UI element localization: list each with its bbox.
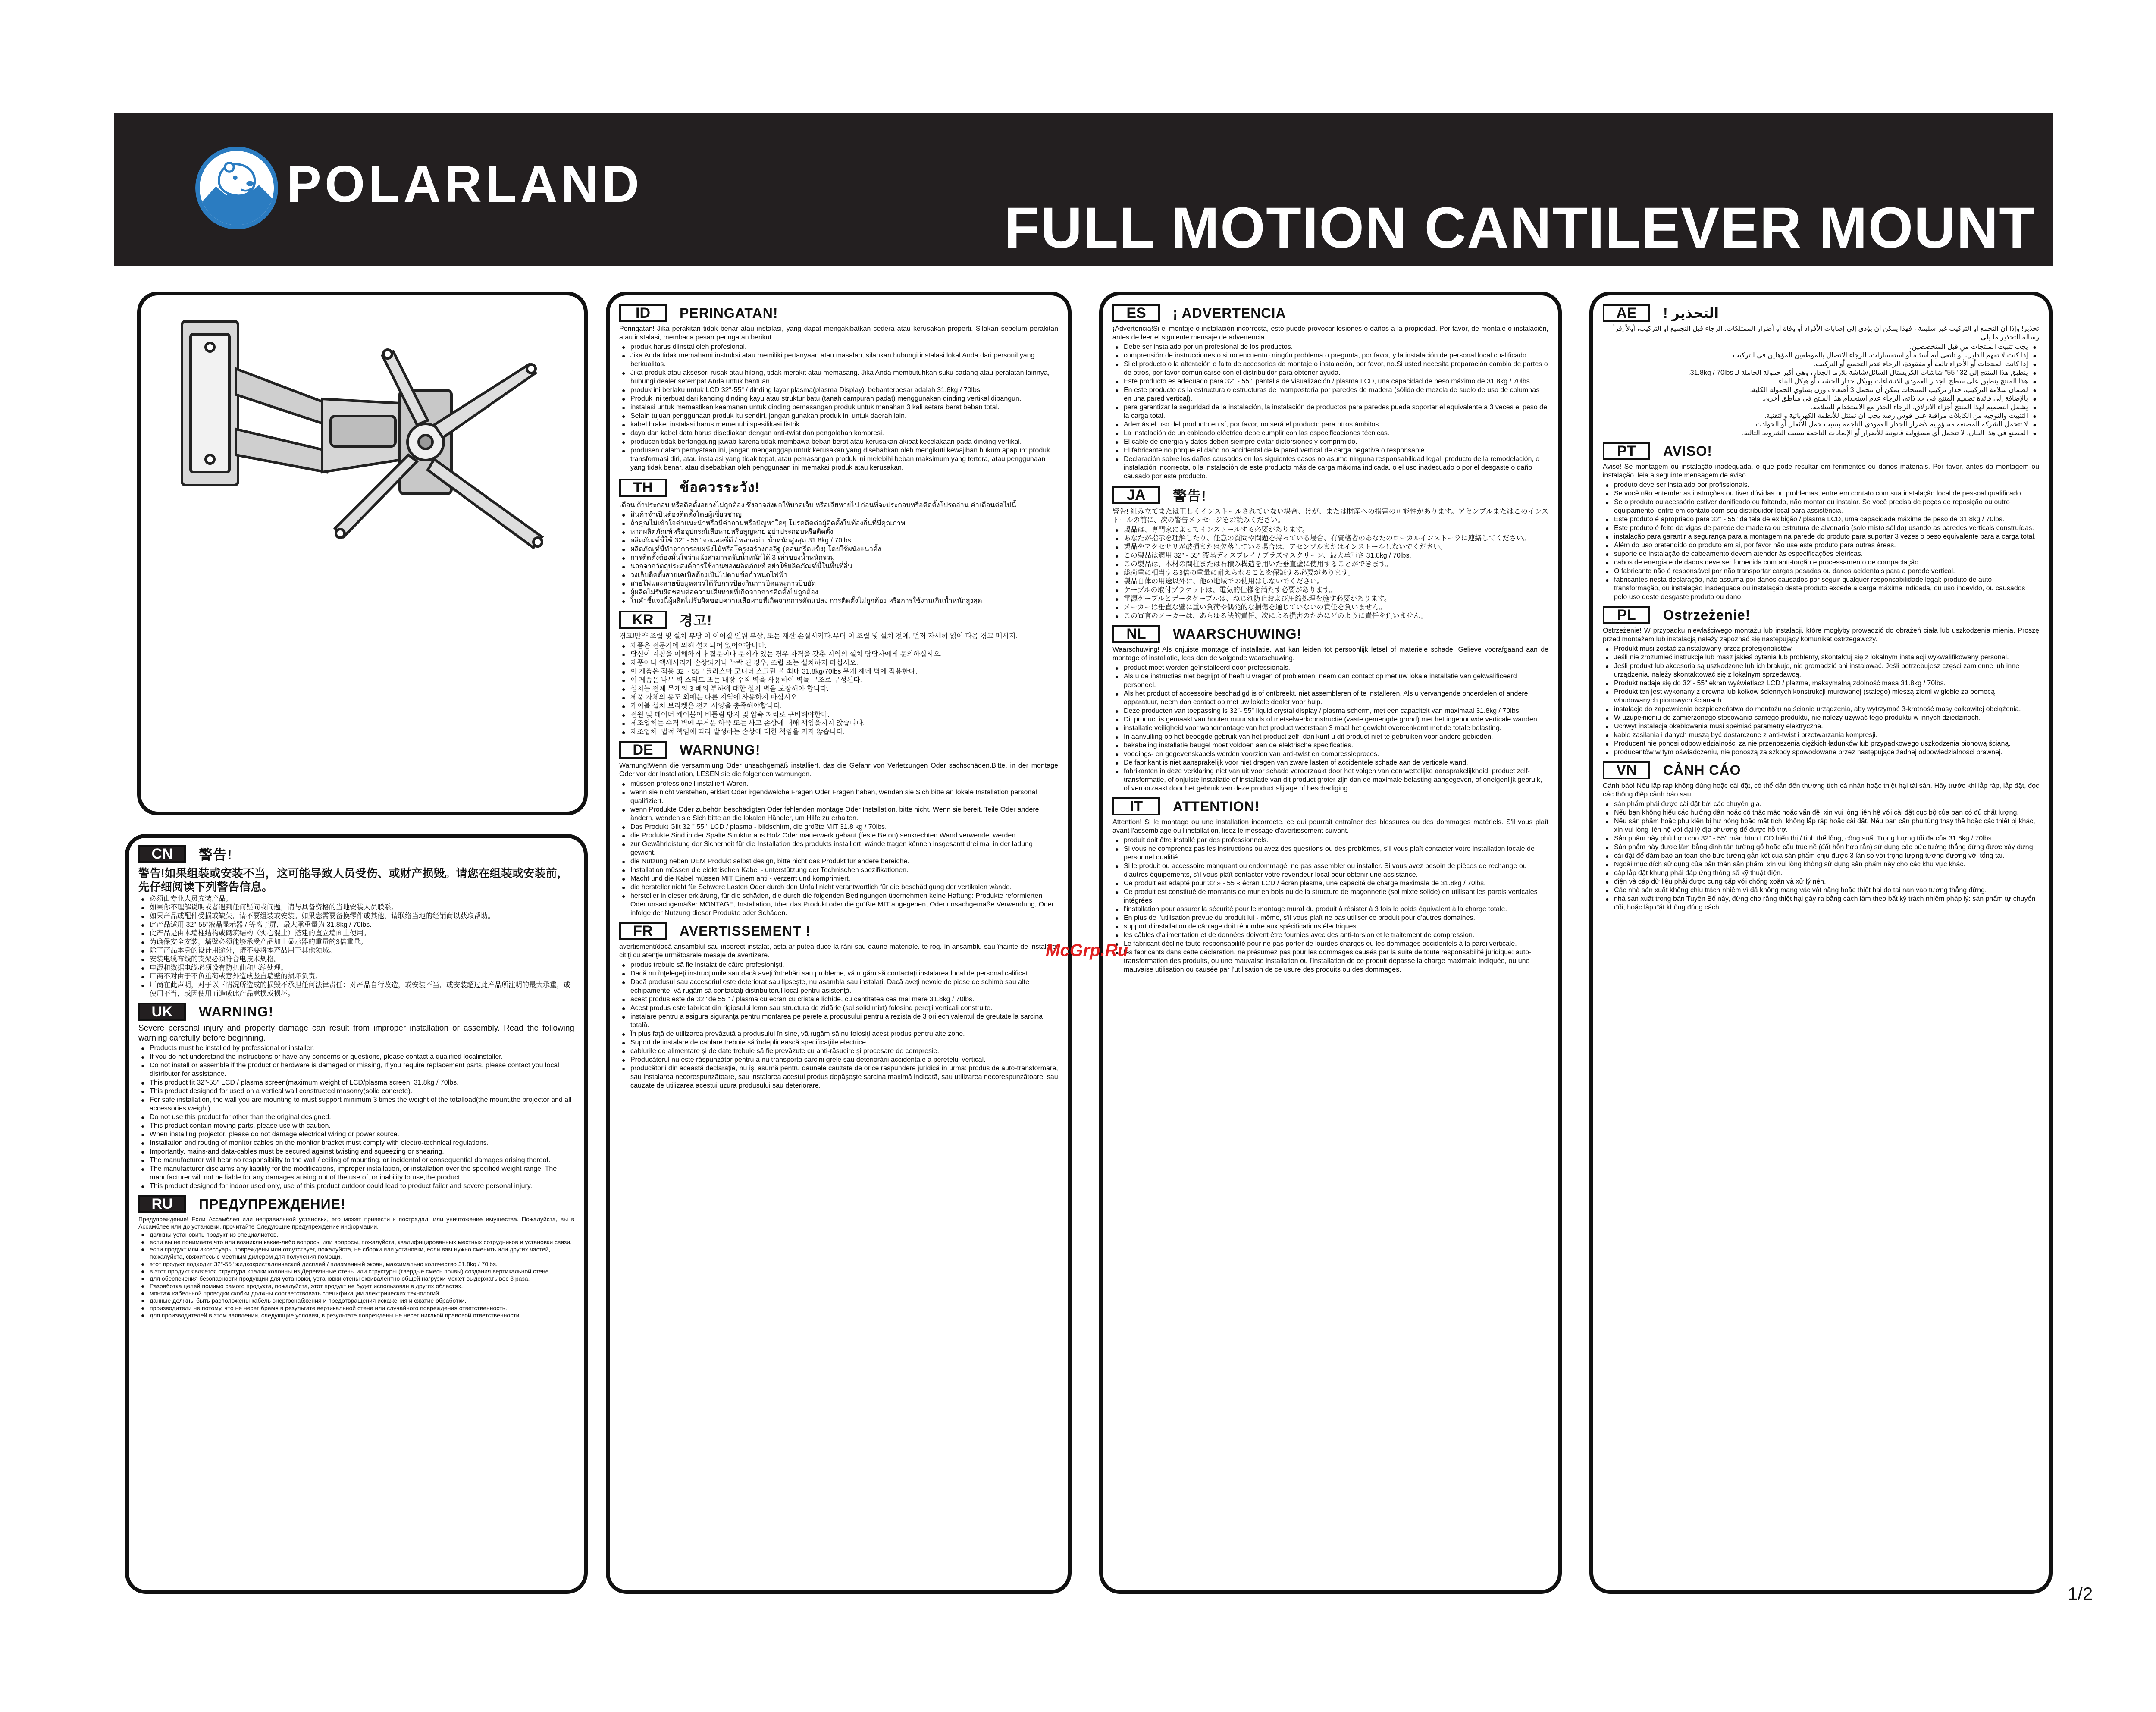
list-item: ● Nếu sản phẩm hoặc phụ kiện bị hư hỏng hoặc mất tích, không lắp ráp hoặc cài đặt. Nếu bạn cần phụ tùng thay thế hoặc các thiết bị khác, xin vui lòng liên hệ với đại lý địa phương để được hỗ trợ.	[1603, 817, 2039, 834]
list-item: ● Macht und die Kabel müssen MIT Einem anti - verzerrt und komprimiert.	[619, 875, 1058, 883]
list-item: ● produk harus diinstal oleh profesional.	[619, 343, 1058, 351]
lang-code-ae: AE	[1603, 304, 1650, 322]
section-cn	[138, 844, 574, 998]
list-item: ● produs trebuie să fie instalat de către profesionişti.	[619, 961, 1058, 969]
list-item: ● kabel braket instalasi harus memenuhi spesifikasi listrik.	[619, 420, 1058, 429]
section-heading: 警告!	[199, 847, 232, 862]
section-heading: CẢNH CÁO	[1663, 762, 1741, 778]
list-item: ● Các nhà sản xuất không chịu trách nhiệm vì đã không mang vác vật nặng hoặc thiệt hại do tai nạn vào tường thẳng đứng.	[1603, 886, 2039, 895]
list-item: ● Produkt musi zostać zainstalowany przez profesjonalistów.	[1603, 645, 2039, 653]
section-heading: Ostrzeżenie!	[1663, 607, 1751, 623]
list-item: ● Si el producto o la alteración o falta de accesorios de montaje o instalación, por favor, no.Si usted necesita preparación cambia de partes o de otros, por favor comunicarse con el distribuidor para obtener ayuda.	[1112, 360, 1548, 377]
list-item: ● Nếu bạn không hiểu các hướng dẫn hoặc có thắc mắc hoặc vấn đề, xin vui lòng liên hệ với cài đặt cục bộ của bạn có đủ chất lượng.	[1603, 809, 2039, 817]
warning-list	[1112, 664, 1548, 793]
list-item: ● การติดตั้งต้องมั่นใจว่าผนังสามารถรับน้ำหนักได้ 3 เท่าของน้ำหนักรวม	[619, 554, 1058, 562]
warning-list	[619, 780, 1058, 918]
list-item: ● あなたが指示を理解したり、任意の質問や問題を持っている場合、有資格者のあなたのローカルインストーラに連絡してください。	[1112, 534, 1548, 543]
section-intro: เตือน ถ้าประกอบ หรือติดตั้งอย่างไม่ถูกต้อง ซึ่งอาจส่งผลให้บาดเจ็บ หรือเสียหายไป ก่อนที่จะประกอบหรือติดตั้งโปรดอ่าน คำเตือนต่อไปนี้	[619, 502, 1016, 509]
list-item: ● 이 제품은 적용 32 ~ 55 " 플라스마 모니터 스크린 을 최대 31.8kg/70lbs 무게 제네 벽에 적용한다.	[619, 668, 1058, 676]
section-de	[619, 741, 1058, 918]
lang-code-cn: CN	[138, 845, 186, 863]
list-item: ● instalacja do zapewnienia bezpieczeństwa do montażu na ścianie urządzenia, aby wytrzymać 3-krotność masy całkowitej obciążenia.	[1603, 705, 2039, 714]
list-item: ● This product designed for used on a vertical wall constructed masonry(solid concrete).	[138, 1087, 574, 1096]
warning-list	[1603, 481, 2039, 602]
list-item: ● produsen dalam pernyataan ini, jangan menganggap untuk kerusakan yang disebabkan oleh mengikuti kewajiban hukum apapun: produk transformasi diri, atau instalasi yang tidak tepat, atau pemasangan produk ini melebihi beban maksimum yang tertera, atau penggunaan yang tidak benar, atau disebabkan oleh penggunaan ini memakai produk atau kerusakan.	[619, 446, 1058, 472]
mount-illustration	[141, 295, 584, 812]
list-item: ● 製品は、専門家によってインストールする必要があります。	[1112, 526, 1548, 534]
list-item: ● daya dan kabel data harus disediakan dengan anti-twist dan pengolahan kompresi.	[619, 429, 1058, 438]
list-item: ● данные должны быть расположены кабель энергоснабжения и предотвращения искажения и сжатие обработки.	[138, 1297, 574, 1304]
list-item: ● Este producto es adecuado para 32" - 55 " pantalla de visualización / plasma LCD, una capacidad de peso máximo de 31.8kg / 70lbs.	[1112, 377, 1548, 386]
list-item: ● producentów w tym oświadczeniu, nie ponoszą za szkody spowodowane przez następujące żadnej odpowiedzialności prawnej.	[1603, 748, 2039, 757]
lang-code-kr: KR	[619, 611, 667, 629]
section-ja	[1112, 485, 1548, 621]
header-banner	[114, 113, 2053, 266]
list-item: ● When installing projector, please do not damage electrical wiring or power source.	[138, 1130, 574, 1139]
section-intro: 警告!如果组装或安装不当，这可能导致人员受伤、或财产损毁。请您在组装或安装前，先仔细阅读下列警告信息。	[138, 867, 568, 894]
list-item: ● die Nutzung neben DEM Produkt selbst design, bitte nicht das Produkt für andere bereiche.	[619, 857, 1058, 866]
list-item: ● hersteller in dieser erklärung, für die schäden, die durch die folgenden Bedingungen übernehmen keine Haftung: Produkte reformierten Oder unsachgemäßer MONTAGE, Installation, über das Produkt oder die größte MIT angegeben, Oder unsachgemäße Verwendung, Oder infolge der Nutzung dieser Produkte oder Schäden.	[619, 892, 1058, 918]
list-item: ● в этот продукт является структура кладки колонны из Деревянные стены или структуры (твердые смесь почвы) создания вертикальной стене.	[138, 1268, 574, 1275]
panel-cn-uk-ru	[125, 834, 588, 1594]
panel-es-ja-nl-it	[1099, 292, 1562, 1594]
list-item: ● This product fit 32"-55" LCD / plasma screen(maximum weight of LCD/plasma screen: 31.8kg / 70lbs.	[138, 1079, 574, 1087]
section-nl	[1112, 625, 1548, 793]
list-item: ● يشمل التصميم لهذا المنتج أجزاء الانزلاق، الرجاء الحذر مع الاستخدام للسلامة.	[1603, 403, 2039, 412]
list-item: ● comprensión de instrucciones o si no encuentro ningún problema o pregunta, por favor, y la instalación de personal local cualificado.	[1112, 351, 1548, 360]
list-item: ● التثبيت والتوجيه من الكابلات مراقبة على قوس رصد يجب أن تمتثل للأنظمة الكهربائية والتقنية.	[1603, 412, 2039, 420]
section-vn	[1603, 761, 2039, 912]
list-item: ● Declaración sobre los daños causados en los siguientes casos no asume ninguna responsabilidad legal: producto de la remodelación, o instalación incorrecta, o la instalación de este producto más de carga máxima indicada, o el uso inadecuado o por el desgaste o daño causado por este producto.	[1112, 455, 1548, 481]
list-item: ● De fabrikant is niet aansprakelijk voor niet dragen van zware lasten of accidentele schade aan de verticale wand.	[1112, 759, 1548, 767]
list-item: ● El fabricante no porque el daño no accidental de la pared vertical de carga negativa o responsable.	[1112, 446, 1548, 455]
list-item: ● installatie veiligheid voor wandmontage van het product weerstaan 3 maal het gewicht overeenkomt met de totale belasting.	[1112, 724, 1548, 733]
section-heading: WARNUNG!	[680, 742, 761, 758]
section-intro: Предупреждение! Если Ассамблея или неправильной установки, это может привести к пострадал, или уничтожение имущества. Пожалуйста, вы в Ассамблее или до установки, прочитайте Следующие предупреждение информации.	[138, 1216, 574, 1230]
list-item: ● если продукт или аксессуары повреждены или отсутствует, пожалуйста, не сборки или установки, если вам нужно сменить или других частей, пожалуйста, свяжитесь с местным дилером для получения помощи.	[138, 1246, 574, 1260]
list-item: ● Além do uso pretendido do produto em si, por favor não use este produto para outras áreas.	[1603, 541, 2039, 550]
list-item: ● إذا كنت لا تفهم الدليل، أو تلتقي أية أسئلة أو استفسارات، الرجاء الاتصال بالموظفين المؤهلين في التركيب.	[1603, 351, 2039, 360]
list-item: ● El cable de energía y datos deben siempre evitar distorsiones y comprimido.	[1112, 438, 1548, 446]
list-item: ● Producătorul nu este răspunzător pentru a nu transporta sarcini grele sau deteriorării accidentale a peretelui vertical.	[619, 1056, 1058, 1064]
list-item: ● 厂商在此声明，对于以下情况所造成的损毁不承担任何法律责任：对产品自行改造，或安装不当，或安装超过此产品所注明的最大承重，或使用不当，或因使用而造成此产品意损或损坏。	[138, 981, 574, 998]
warning-list	[1112, 526, 1548, 621]
list-item: ● Si le produit ou accessoire manquant ou endommagé, ne pas assembler ou installer. Si vous avez besoin de pièces de rechange ou d'autres équipements, s'il vous plaît contacter votre revendeur local pour obtenir une assistance.	[1112, 862, 1548, 879]
warning-list	[138, 1044, 574, 1191]
list-item: ● kable zasilania i danych muszą być dostarczone z anti-twist i przetwarzania kompresji.	[1603, 731, 2039, 740]
list-item: ● Sản phẩm này được làm bằng đinh tán tường gỗ hoặc cấu trúc nề (đất hỗn hợp rắn) sử dụng các bức tường thẳng đứng được xây dựng.	[1603, 843, 2039, 852]
list-item: ● W uzupełnieniu do zamierzonego stosowania samego produktu, nie należy używać tego produktu w innych dziedzinach.	[1603, 714, 2039, 722]
brand-name: POLARLAND	[287, 155, 643, 213]
list-item: ● Products must be installed by professional or installer.	[138, 1044, 574, 1053]
list-item: ● cài đặt để đảm bảo an toàn cho bức tường gắn kết của sản phẩm chịu được 3 lần so với trọng lượng tương đương với tổng tải.	[1603, 852, 2039, 860]
list-item: ● المصنع في هذا البيان، لا تتحمل أي مسؤولية قانونية للأضرار أو الإصابات الناجمة بسبب الشروط التالية.	[1603, 429, 2039, 438]
list-item: ● Das Produkt Gilt 32 " 55 " LCD / plasma - bildschirm, die größte MIT 31.8 kg / 70lbs.	[619, 823, 1058, 831]
list-item: ● монтаж кабельной проводки скобки должны соответствовать спецификации электрических технологий.	[138, 1290, 574, 1297]
polar-bear-head-icon	[195, 147, 278, 229]
list-item: ● l'installation pour assurer la sécurité pour le montage mural du produit à résister à 3 fois le poids équivalent à la charge totale.	[1112, 905, 1548, 914]
list-item: ● instalasi untuk memastikan keamanan untuk dinding pemasangan produk untuk menahan 3 kali setara berat beban total.	[619, 403, 1058, 412]
section-intro: Ostrzeżenie! W przypadku niewłaściwego montażu lub instalacji, które mogłyby prowadzić do obrażeń ciała lub uszkodzenia mienia. Proszę przed montażem lub instalacją należy zapoznać się następujący komunikat ostrzegawczy.	[1603, 627, 2039, 643]
list-item: ● ผลิตภัณฑ์นี้ใช้ 32" - 55" จอแอลซีดี / พลาสม่า, น้ำหนักสูงสุด 31.8kg / 70lbs.	[619, 536, 1058, 545]
list-item: ● Dacă nu înţelegeţi instrucţiunile sau dacă aveţi întrebări sau probleme, vă rugăm să contactaţi instalarea local de personal calificat.	[619, 969, 1058, 978]
list-item: ● 此产品适用 32"-55"液晶显示器 / 等离子屏，最大承重量为 31.8kg / 70lbs.	[138, 921, 574, 929]
lang-code-it: IT	[1112, 797, 1160, 815]
list-item: ● suporte de instalação de cabeamento devem atender às especificações elétricas.	[1603, 550, 2039, 558]
list-item: ● For safe installation, the wall you are mounting to must support minimum 3 times the weight of the totalload(the mount,the projector and all accessories weight).	[138, 1096, 574, 1113]
list-item: ● voedings- en gegevenskabels worden voorzien van anti-twist en compressieproces.	[1112, 750, 1548, 759]
section-ru	[138, 1195, 574, 1319]
section-intro: Aviso! Se montagem ou instalação inadequada, o que pode resultar em ferimentos ou danos materiais. Por favor, antes da montagem ou instalação, leia a seguinte mensagem de aviso.	[1603, 463, 2039, 479]
warning-list	[1603, 343, 2039, 438]
section-heading: ПРЕДУПРЕЖДЕНИЕ!	[199, 1196, 346, 1212]
section-es	[1112, 304, 1548, 481]
lang-code-nl: NL	[1112, 625, 1160, 643]
list-item: ● この宣言のメーカーは、あらゆる法的責任、次による損害のためにどのように責任を負いません。	[1112, 612, 1548, 621]
list-item: ● die hersteller nicht für Schwere Lasten Oder durch den Unfall nicht verantwortlich für die beschädigung der vertikalen wände.	[619, 883, 1058, 892]
section-intro: ¡Advertencia!Si el montaje o instalación incorrecta, esto puede provocar lesiones o daños a la propiedad. Por favor, de montaje o instalación, antes de leer el siguiente mensaje de advertencia.	[1112, 325, 1548, 341]
list-item: ● La instalación de un cableado eléctrico debe cumplir con las especificaciones técnicas.	[1112, 429, 1548, 438]
list-item: ● produk ini berlaku untuk LCD 32"-55" / dinding layar plasma(plasma Display), bebanterbesar adalah 31.8kg / 70lbs.	[619, 386, 1058, 395]
warning-list	[1112, 343, 1548, 481]
list-item: ● 为确保安全安装，墙壁必须能够承受产品加上显示器的重量的3倍重量。	[138, 938, 574, 947]
list-item: ● fabrikanten in deze verklaring niet van uit voor schade veroorzaakt door het volgen van een wettelijke aansprakelijkheid: product zelf-transformatie, of onjuiste installatie of installatie van dit product groter zijn dan de maximale belasting aangegeven, of oneigenlijk gebruik, of veroorzaakt door het gebruik van deze product slijtage of beschadiging.	[1112, 767, 1548, 793]
list-item: ● 전원 및 데이터 케이블이 비틀림 방지 및 압축 처리로 구비해야한다.	[619, 711, 1058, 719]
list-item: ● O fabricante não é responsável por não transportar cargas pesadas ou danos acidentais para a parede vertical.	[1603, 567, 2039, 576]
list-item: ● ในคำชี้แจงนี้ผู้ผลิตไม่รับผิดชอบความเสียหายที่เกิดจากการดัดแปลง การติดตั้งไม่ถูกต้อง หรือการใช้งานเกินน้ำหนักสูงสุด	[619, 597, 1058, 605]
section-heading: AVERTISSEMENT !	[680, 923, 811, 939]
list-item: ● wenn Produkte Oder zubehör, beschädigten Oder fehlenden montage Oder Installation, bitte nicht. Wenn sie bereit, Teile Oder andere ändern, wenden sie Sich bitte an die lokalen Händler, um Hilfe zu erhalten.	[619, 806, 1058, 823]
list-item: ● لا تتحمل الشركة المصنعة مسؤولية لأضرار الجدار العمودي الناجمة بسبب حمل الأثقال أو الحوادث.	[1603, 420, 2039, 429]
section-intro: Peringatan! Jika perakitan tidak benar atau instalasi, yang dapat mengakibatkan cedera atau kerusakan properti. Silakan sebelum perakitan atau instalasi, membaca pesan peringatan berikut.	[619, 325, 1058, 341]
list-item: ● les câbles d'alimentation et de données doivent être fournies avec des anti-torsion et le traitement de compression.	[1112, 931, 1548, 940]
list-item: ● If you do not understand the instructions or have any concerns or questions, please contact a qualified localinstaller.	[138, 1053, 574, 1061]
list-item: ● Este produto é feito de vigas de parede de madeira ou estrutura de alvenaria (solo misto sólido) usando as paredes verticais construídas.	[1603, 524, 2039, 533]
section-it	[1112, 797, 1548, 974]
list-item: ● Dacă produsul sau accesoriul este deteriorat sau lipseşte, nu asambla sau instalaţi. Dacă aveţi nevoie de piese de schimb sau alte echipamente, vă rugăm să contactaţi distribuitorul local pentru asistenţă.	[619, 978, 1058, 995]
warning-list	[619, 511, 1058, 605]
list-item: ● 설치는 전체 무게의 3 배의 부하에 대한 설치 벽을 보장해야 합니다.	[619, 685, 1058, 693]
list-item: ● ケーブルの取付ブラケットは、電気的仕様を満たす必要があります。	[1112, 586, 1548, 595]
list-item: ● هذا المنتج ينطبق على سطح الجدار العمودي للانشاءات بهيكل جدار الخشب أو هيكل البناء.	[1603, 377, 2039, 386]
list-item: ● Deze producten van toepassing is 32"- 55" liquid crystal display / plasma scherm, met een capaciteit van maximaal 31.8kg / 70lbs.	[1112, 707, 1548, 715]
section-heading: WARNING!	[199, 1003, 274, 1019]
list-item: ● Installation and routing of monitor cables on the monitor bracket must comply with electro-technical regulations.	[138, 1139, 574, 1148]
section-pt	[1603, 442, 2039, 602]
list-item: ● Dit product is gemaakt van houten muur studs of metselwerkconstructie (vaste gemengde grond) met het ingebouwde verticale wanden.	[1112, 715, 1548, 724]
panel-ae-pt-pl-vn	[1589, 292, 2053, 1594]
list-item: ● วงเล็บติดตั้งสายเคเบิลต้องเป็นไปตามข้อกำหนดไฟฟ้า	[619, 571, 1058, 580]
list-item: ● cabos de energia e de dados deve ser fornecida com anti-torção e processamento de compactação.	[1603, 558, 2039, 567]
list-item: ● 제품 자체의 용도 외에는 다른 지역에 사용하지 마십시오.	[619, 693, 1058, 702]
list-item: ● لضمان سلامة التركيب، جدار تركيب المنتجات يمكن أن تتحمل 3 أضعاف وزن يساوي الحمولة الكلية.	[1603, 386, 2039, 395]
section-intro: تحذير! وإذا أن التجمع أو التركيب غير سليمة ، فهذا يمكن أن يؤدي إلى إصابات الأفراد أو وفاة أو أضرار الممتلكات. الرجاء قبل التجميع أو التركيب، أولاً إقرأ رسالة التحذير ما يلي.	[1613, 325, 2039, 341]
warning-list	[619, 343, 1058, 472]
list-item: ● Produkt nadaje się do 32"- 55" ekran wyświetlacz LCD / plazma, maksymalną zdolność masa 31.8kg / 70lbs.	[1603, 679, 2039, 688]
list-item: ● 제조업체는 수직 벽에 무거운 하중 또는 사고 손상에 대해 책임을지지 않습니다.	[619, 719, 1058, 728]
list-item: ● instalare pentru a asigura siguranţa pentru montarea pe perete a produsului pentru a rezista de 3 ori echivalentul de greutate la sarcina totală.	[619, 1013, 1058, 1030]
list-item: ● 如果你不理解说明或者遇到任何疑问或问题，请与具备资格的当地安装人员联系。	[138, 903, 574, 912]
list-item: ● support d'installation de câblage doit répondre aux spécifications électriques.	[1112, 922, 1548, 931]
section-id	[619, 304, 1058, 472]
panel-id-th-kr-de-fr	[606, 292, 1072, 1594]
list-item: ● يجب تثبيت المنتجات من قبل المتخصصين.	[1603, 343, 2039, 351]
lang-code-id: ID	[619, 304, 667, 322]
list-item: ● Jika Anda tidak memahami instruksi atau memiliki pertanyaan atau masalah, silahkan hubungi instalasi lokal Anda dari personil yang berkualitas.	[619, 351, 1058, 369]
section-intro: Severe personal injury and property damage can result from improper installation or assembly. Read the following warning carefully before beginning.	[138, 1024, 574, 1043]
list-item: ● Do not use this product for other than the original designed.	[138, 1113, 574, 1122]
list-item: ● Ce produit est constitué de montants de mur en bois ou de la structure de maçonnerie (sol mixte solide) en utilisant les parois verticales intégrées.	[1112, 888, 1548, 905]
lang-code-fr: FR	[619, 922, 667, 940]
list-item: ● この製品は適用 32" - 55" 液晶ディスプレイ / プラズマスクリーン、最大承重さ 31.8kg / 70lbs.	[1112, 552, 1548, 560]
list-item: ● produto deve ser instalado por profissionais.	[1603, 481, 2039, 489]
page-number: 1/2	[2068, 1583, 2093, 1604]
lang-code-ja: JA	[1112, 486, 1160, 504]
list-item: ● Do not install or assemble if the product or hardware is damaged or missing, If you require replacement parts, please contact you local distributor for assistance.	[138, 1061, 574, 1079]
product-image-panel	[137, 292, 588, 815]
list-item: ● 이 제품은 나무 벽 스터드 또는 내장 수직 벽을 사용하여 벽돌 구조로 구성된다.	[619, 676, 1058, 685]
list-item: ● 電源ケーブルとデータケーブルは、ねじれ防止および圧縮処理を施す必要があります。	[1112, 595, 1548, 603]
list-item: ● Selain tujuan penggunaan produk itu sendiri, jangan gunakan produk ini untuk daerah lain.	[619, 412, 1058, 420]
list-item: ● 厂商不对由于不负重荷或意外造成竖直墙壁的损坏负责。	[138, 972, 574, 981]
list-item: ● produsen tidak bertanggung jawab karena tidak membawa beban berat atau kerusakan akibat kecelakaan pada dinding vertikal.	[619, 438, 1058, 446]
section-intro: Cảnh báo! Nếu lắp ráp không đúng hoặc cài đặt, có thể dẫn đến thương tích cá nhân hoặc thiệt hại tài sản. Hãy trước khi lắp ráp, lắp đặt, đọc các thông điệp cảnh báo sau.	[1603, 782, 2039, 798]
section-intro: Warnung!Wenn die versammlung Oder unsachgemäß installiert, das die Gefahr von Verletzungen Oder sachschäden.Bitte, in der montage Oder vor der Installation, LESEN sie die folgenden warnungen.	[619, 762, 1058, 778]
list-item: ● The manufacturer disclaims any liability for the modifications, improper installation, or installation over the specified weight range. The manufacturer will not be liable for any damages arising out of the use of, or inability to use,the product.	[138, 1165, 574, 1182]
lang-code-th: TH	[619, 479, 667, 497]
list-item: ● 电源和数据电缆必须设有防扭曲和压缩处理。	[138, 964, 574, 972]
list-item: ● 제조업체, 법적 책임에 따라 발생하는 손상에 대한 책임을 지지 않습니다.	[619, 728, 1058, 737]
list-item: ● điện và cáp dữ liệu phải được cung cấp với chống xoắn và xử lý nén.	[1603, 878, 2039, 886]
list-item: ● должны установить продукт из специалистов.	[138, 1231, 574, 1239]
warning-list	[138, 895, 574, 998]
list-item: ● cablurile de alimentare şi de date trebuie să fie prevăzute cu anti-răsucire şi procesare de compresie.	[619, 1047, 1058, 1056]
warning-list	[1603, 645, 2039, 757]
list-item: ● die Produkte Sind in der Spalte Struktur aus Holz Oder mauerwerk gebaut (feste Beton) senkrechten Wand verwendet werden.	[619, 831, 1058, 840]
lang-code-de: DE	[619, 741, 667, 759]
section-heading: PERINGATAN!	[680, 305, 778, 321]
list-item: ● ينطبق هذا المنتج إلى 32"-55" شاشات الكريستال السائل/شاشة بلازما الجدار، وهي أكبر حمولة الحاملة لـ 31.8kg / 70lbs.	[1603, 369, 2039, 377]
list-item: ● بالإضافة إلى فائدة تصميم المنتج في حد ذاته، الرجاء عدم استخدام هذا المنتج في مناطق أخرى.	[1603, 395, 2039, 403]
lang-code-uk: UK	[138, 1003, 186, 1021]
lang-code-vn: VN	[1603, 761, 1650, 779]
list-item: ● Debe ser instalado por un profesional de los productos.	[1112, 343, 1548, 351]
list-item: ● สายไฟและสายข้อมูลควรได้รับการป้องกันการบิดและการบีบอัด	[619, 580, 1058, 588]
section-heading: ข้อควรระวัง!	[680, 480, 760, 495]
list-item: ● In aanvulling op het beoogde gebruik van het product zelf, dan kunt u dit product niet te gebruiken voor andere gebieden.	[1112, 733, 1548, 741]
list-item: ● wenn sie nicht verstehen, erklärt Oder irgendwelche Fragen Oder Fragen haben, wenden sie Sich bitte an lokale Installation personal qualifiziert.	[619, 788, 1058, 806]
list-item: ● müssen professionell installiert Waren.	[619, 780, 1058, 788]
list-item: ● Produkt ten jest wykonany z drewna lub kołków ściennych konstrukcji murowanej (stałego) mieszą ziemi w glebie za pomocą wbudowanych pionowych ścianach.	[1603, 688, 2039, 705]
warning-list	[619, 642, 1058, 737]
list-item: ● Produk ini terbuat dari kancing dinding kayu atau struktur batu (tanah campuran padat) menggunakan dinding vertikal dibangun.	[619, 395, 1058, 403]
lang-code-es: ES	[1112, 304, 1160, 322]
section-uk	[138, 1003, 574, 1191]
section-pl	[1603, 606, 2039, 757]
lang-code-pl: PL	[1603, 606, 1650, 624]
list-item: ● Se o produto ou acessório estiver danificado ou faltando, não montar ou instalar. Se você precisa de peças de reposição ou outro equipamento, entre em contato com seu distribuidor local para assistência.	[1603, 498, 2039, 515]
section-intro: Waarschuwing! Als onjuiste montage of installatie, wat kan leiden tot persoonlijk letsel of materiële schade. Gelieve voorafgaand aan de montage of installatie, lees dan de volgende waarschuwing.	[1112, 646, 1548, 662]
list-item: ● En plus de l'utilisation prévue du produit lui - même, s'il vous plaît ne pas utiliser ce produit pour d'autres domaines.	[1112, 914, 1548, 922]
list-item: ● Jeśli produkt lub akcesoria są uszkodzone lub ich brakuje, nie gromadzić ani instalować. Jeśli potrzebujesz części zamienne lub inne urządzenia, należy skontaktować się z lokalnym sprzedawcą.	[1603, 662, 2039, 679]
list-item: ● производители не потому, что не несет бремя в результате вертикальной стене или случайного повреждения ответственность.	[138, 1304, 574, 1312]
list-item: ● если вы не понимаете что или возникли какие-либо вопросы или вопросы, пожалуйста, квалифицированных местных сотрудников и установки связи.	[138, 1239, 574, 1246]
section-heading: 경고!	[680, 613, 712, 628]
list-item: ● Importantly, mains-and data-cables must be secured against twisting and squeezing or shearing.	[138, 1148, 574, 1156]
list-item: ● nhà sản xuất trong bản Tuyên Bố này, đừng cho rằng thiệt hại gây ra bằng cách làm theo bất kỳ trách nhiệm pháp lý: sản phẩm tự chuyển đổi, hoặc lắp đặt không đúng cách.	[1603, 895, 2039, 912]
section-th	[619, 477, 1058, 605]
warning-list	[619, 961, 1058, 1090]
list-item: ● En este producto es la estructura o estructuras de mampostería por paredes de madera (sólido de mezcla de suelo de uso de columnas en una pared vertical).	[1112, 386, 1548, 403]
section-heading: WAARSCHUWING!	[1173, 626, 1302, 642]
list-item: ● Jika produk atau aksesori rusak atau hilang, tidak merakit atau memasang. Jika Anda membutuhkan suku cadang atau peralatan lainnya, hubungi dealer setempat Anda untuk bantuan.	[619, 369, 1058, 386]
list-item: ● Este produto é apropriado para 32" - 55 "da tela de exibição / plasma LCD, uma capacidade máxima de peso de 31.8kg / 70lbs.	[1603, 515, 2039, 524]
list-item: ● для производителей в этом заявлении, следующие условия, в результате повреждены не несет никакой правовой ответственности.	[138, 1312, 574, 1319]
list-item: ● สินค้าจำเป็นต้องติดตั้งโดยผู้เชี่ยวชาญ	[619, 511, 1058, 519]
section-heading: ATTENTION!	[1173, 798, 1260, 814]
page-title: FULL MOTION CANTILEVER MOUNT	[1004, 196, 2035, 260]
list-item: ● zur Gewährleistung der Sicherheit für die Installation des produkts installiert, wände tragen können insgesamt drei mal in der ladung gewicht.	[619, 840, 1058, 857]
list-item: ● 安装电缆布线的支架必须符合电技术规格。	[138, 955, 574, 964]
list-item: ● этот продукт подходит 32"-55" жидкокристаллический дисплей / плазменный экран, максимально количество 31.8kg / 70lbs.	[138, 1260, 574, 1268]
section-heading: ¡ ADVERTENCIA	[1173, 305, 1286, 321]
list-item: ● Ngoài mục đích sử dụng của bản thân sản phẩm, xin vui lòng không sử dụng sản phẩm này cho các khu vực khác.	[1603, 860, 2039, 869]
list-item: ● для обеспечения безопасности продукции для установки, установки стены эквивалентно общей нагрузки может выдержать вес 3 раза.	[138, 1275, 574, 1282]
list-item: ● นอกจากวัตถุประสงค์การใช้งานของผลิตภัณฑ์ อย่าใช้ผลิตภัณฑ์นี้ในพื้นที่อื่น	[619, 562, 1058, 571]
list-item: ● 당신이 지침을 이해하거나 질문이나 문제가 있는 경우 자격을 갖춘 지역의 설치 담당자에게 문의하십시오.	[619, 650, 1058, 659]
warning-list	[138, 1231, 574, 1319]
list-item: ● fabricantes nesta declaração, não assuma por danos causados por seguir qualquer responsabilidade legal: produto de auto-transformação, ou instalação inadequada ou instalação deste produto excede a carga máxima indicada, ou uso indevido, ou causados pelo uso deste desgaste produto ou dano.	[1603, 576, 2039, 602]
watermark-text: McGrp.Ru	[1046, 941, 1128, 960]
list-item: ● メーカーは垂直な壁に重い負荷や偶発的な損傷を通じていないの責任を負いません。	[1112, 603, 1548, 612]
list-item: ● The manufacturer will bear no responsibility to the wall / ceiling of mounting, or incidental or consequential damages arising thereof.	[138, 1156, 574, 1165]
list-item: ● ผู้ผลิตไม่รับผิดชอบต่อความเสียหายที่เกิดจากการติดตั้งไม่ถูกต้อง	[619, 588, 1058, 597]
list-item: ● إذا كانت المنتجات أو الأجزاء تالفة أو مفقودة، الرجاء عدم التجميع أو التركيب.	[1603, 360, 2039, 369]
list-item: ● para garantizar la seguridad de la instalación, la instalación de productos para paredes puede soportar el equivalente a 3 veces el peso de la carga total.	[1112, 403, 1548, 420]
list-item: ● 除了产品本身的设计用途外，请不要将本产品用于其他领域。	[138, 947, 574, 955]
list-item: ● producătorii din această declaraţie, nu îşi asumă pentru daunele cauzate de orice răspundere juridică în urma: produs de auto-transformare, sau instalarea necorespunzătoare, sau instalarea acestui produs depăşeşte sarcina maximă indicată, sau utilizarea necorespunzătoare, sau cauzate de utilizarea acestui uzura produsului sau deteriorare.	[619, 1064, 1058, 1090]
list-item: ● Acest produs este fabricat din rigipsului lemn sau structura de zidărie (sol solid mixt) folosind pereţii verticali construite.	[619, 1004, 1058, 1013]
section-heading: 警告!	[1173, 488, 1206, 504]
list-item: ● This product designed for indoor used only, use of this product outdoor could lead to product failer and severe personal injury.	[138, 1182, 574, 1191]
lang-code-pt: PT	[1603, 442, 1650, 460]
list-item: ● 제품은 전문가에 의해 설치되어 있어야합니다.	[619, 642, 1058, 650]
list-item: ● 製品自体の用途以外に、他の地域での使用はしないでください。	[1112, 577, 1548, 586]
list-item: ● produit doit être installé par des professionnels.	[1112, 836, 1548, 845]
list-item: ● Uchwyt instalacja okablowania musi spełniać parametry elektryczne.	[1603, 722, 2039, 731]
list-item: ● Si vous ne comprenez pas les instructions ou avez des questions ou des problèmes, s'il vous plaît contacter votre installation locale de personnel qualifié.	[1112, 845, 1548, 862]
list-item: ● This product contain moving parts, please use with caution.	[138, 1122, 574, 1130]
list-item: ● În plus faţă de utilizarea prevăzută a produsului în sine, vă rugăm să nu folosiţi acest produs pentru alte zone.	[619, 1030, 1058, 1038]
list-item: ● 総荷重に相当する3倍の重量に耐えられることを保証する必要があります。	[1112, 569, 1548, 577]
list-item: ● les fabricants dans cette déclaration, ne présumez pas pour les dommages causés par la suite de toute responsabilité juridique: auto-transformation des produits, ou une mauvaise installation ou l'installation de ce produit dépasse la charge maximale indiquée, ou une mauvaise utilisation ou causée par l'utilisation de ce usure des produits ou des dommages.	[1112, 948, 1548, 974]
list-item: ● 제품이나 액세서리가 손상되거나 누락 된 경우, 조립 또는 설치하지 마십시오.	[619, 659, 1058, 668]
list-item: ● 케이블 설치 브라켓은 전기 사양을 충족해야합니다.	[619, 702, 1058, 711]
list-item: ● product moet worden geïnstalleerd door professionals.	[1112, 664, 1548, 672]
list-item: ● Se você não entender as instruções ou tiver dúvidas ou problemas, entre em contato com sua instalação local de pessoal qualificado.	[1603, 489, 2039, 498]
section-ae	[1603, 304, 2039, 438]
warning-list	[1603, 800, 2039, 912]
list-item: ● หากผลิตภัณฑ์หรืออุปกรณ์เสียหายหรือสูญหาย อย่าประกอบหรือติดตั้ง	[619, 528, 1058, 536]
list-item: ● 必须由专业人员安装产品。	[138, 895, 574, 903]
list-item: ● 如果产品或配件受损或缺失，请不要组装或安装。如果您需要备换零件或其他，请联络当地的经销商以获取帮助。	[138, 912, 574, 921]
list-item: ● 此产品是由木墙柱结构或砌筑结构（实心混土）搭建的直立墙面上使用。	[138, 929, 574, 938]
lang-code-ru: RU	[138, 1195, 186, 1213]
list-item: ● bekabeling installatie beugel moet voldoen aan de elektrische specificaties.	[1112, 741, 1548, 750]
list-item: ● instalação para garantir a segurança para a montagem na parede do produto para suportar 3 vezes o peso equivalente para a carga total.	[1603, 533, 2039, 541]
list-item: ● ผลิตภัณฑ์นี้ทำจากกรอบผนังไม้หรือโครงสร้างก่ออิฐ (คอนกรีตแข็ง) โดยใช้ผนังแนวตั้ง	[619, 545, 1058, 554]
list-item: ● Installation müssen die elektrischen Kabel - unterstützung der Technischen spezifikationen.	[619, 866, 1058, 875]
list-item: ● この製品は、木材の間柱または石積み構造を用いた垂直壁に使用することができます。	[1112, 560, 1548, 569]
section-kr	[619, 610, 1058, 737]
section-intro: 경고!만약 조립 및 설치 부당 이 이어질 인원 부상, 또는 재산 손실시키다.무더 이 조립 및 설치 전에, 먼저 자세히 읽어 다음 경고 메시지.	[619, 633, 1018, 640]
list-item: ● Разработка целей помимо самого продукта, пожалуйста, этот продукт не будет использован в других областях.	[138, 1282, 574, 1290]
list-item: ● Le fabricant décline toute responsabilité pour ne pas porter de lourdes charges ou les dommages accidentels à la paroi verticale.	[1112, 940, 1548, 948]
list-item: ● Als het product of accessoire beschadigd is of ontbreekt, niet assembleren of te installeren. Als u vervangende onderdelen of andere apparatuur, neem dan contact op met uw lokale dealer voor hulp.	[1112, 690, 1548, 707]
section-fr	[619, 922, 1058, 1090]
list-item: ● acest produs este de 32 "de 55 " / plasmă cu ecran cu cristale lichide, cu cantitatea cea mai mare 31.8kg / 70lbs.	[619, 995, 1058, 1004]
section-heading: AVISO!	[1663, 443, 1712, 459]
list-item: ● Ce produit est adapté pour 32 » - 55 « écran LCD / écran plasma, une capacité de charge maximale de 31.8kg / 70lbs.	[1112, 879, 1548, 888]
list-item: ● ถ้าคุณไม่เข้าใจคำแนะนำหรือมีคำถามหรือปัญหาใดๆ โปรดติดต่อผู้ติดตั้งในท้องถิ่นที่มีคุณภาพ	[619, 519, 1058, 528]
section-intro: 警告! 組み立てまたは正しくインストールされていない場合、けが、または財産への損害の可能性があります。アセンブルまたはこのインストールの前に、次の警告メッセージをお読みください。	[1112, 508, 1548, 524]
section-intro: Attention! Si le montage ou une installation incorrecte, ce qui pourrait entraîner des blessures ou des dommages matériels. S'il vous plaît avant l'assemblage ou l'installation, lisez le message d'avertissement suivant.	[1112, 818, 1548, 834]
list-item: ● Sản phẩm này phù hợp cho 32" - 55" màn hình LCD hiển thị / tinh thể lỏng, công suất Trọng lượng tối đa của 31.8kg / 70lbs.	[1603, 834, 2039, 843]
section-heading: التحذير !	[1663, 305, 1719, 321]
list-item: ● sản phẩm phải được cài đặt bởi các chuyên gia.	[1603, 800, 2039, 809]
list-item: ● Además el uso del producto en sí, por favor, no será el producto para otros ámbitos.	[1112, 420, 1548, 429]
list-item: ● Producent nie ponosi odpowiedzialności za nie przenoszenia ciężkich ładunków lub przypadkowego uszkodzenia pionową ścianą.	[1603, 740, 2039, 748]
list-item: ● Jeśli nie zrozumieć instrukcje lub masz jakieś pytania lub problemy, skontaktuj się z lokalnym instalacji wykwalifikowany personel.	[1603, 653, 2039, 662]
list-item: ● Suport de instalare de cablare trebuie să îndeplinească specificaţiile electrice.	[619, 1038, 1058, 1047]
list-item: ● Als u de instructies niet begrijpt of heeft u vragen of problemen, neem dan contact op met uw lokale installatie van gekwalificeerd personeel.	[1112, 672, 1548, 690]
warning-list	[1112, 836, 1548, 974]
section-intro: avertismentîdacă ansamblul sau incorect instalat, asta ar putea duce la răni sau daune materiale. te rog. în ansamblu sau înainte de instalare, citiţi cu atenţie următoarele mesaje de avertizare.	[619, 943, 1058, 959]
list-item: ● 製品やアクセサリが破損または欠落している場合は、アセンブルまたはインストールしないでください。	[1112, 543, 1548, 552]
list-item: ● cáp lắp đặt khung phải đáp ứng thông số kỹ thuật điện.	[1603, 869, 2039, 878]
